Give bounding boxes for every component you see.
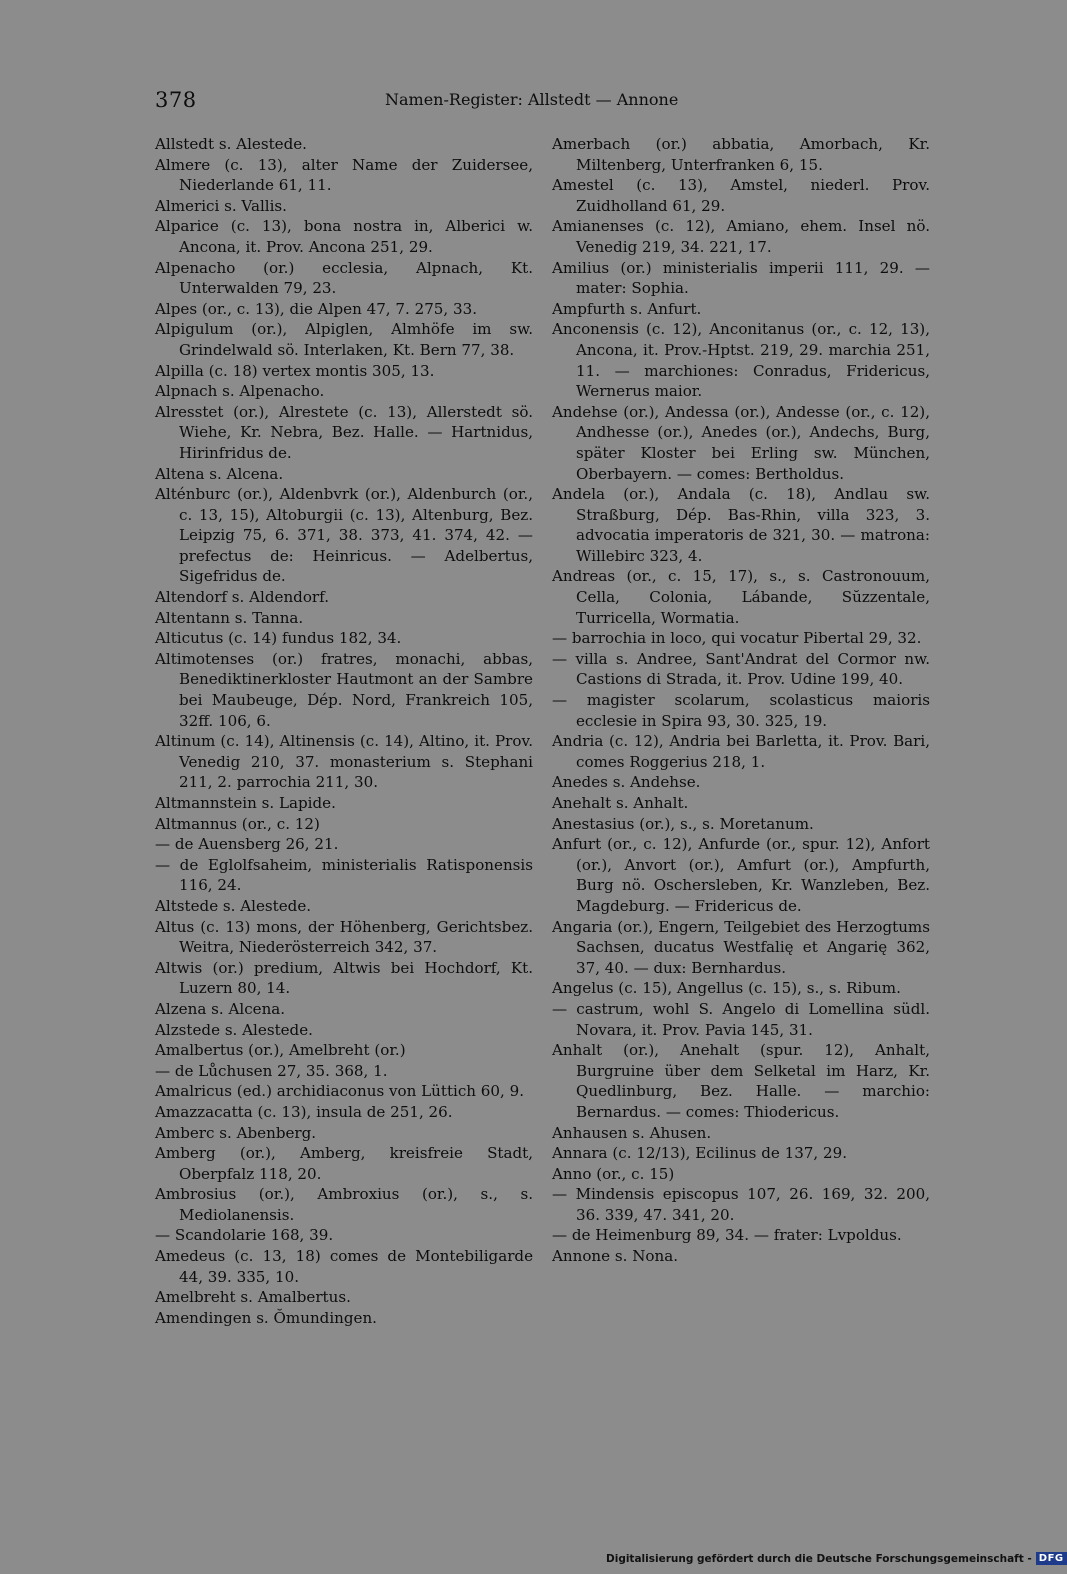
index-entry: Alpilla (c. 18) vertex montis 305, 13. bbox=[155, 361, 435, 380]
index-entry: Amberc s. Abenberg. bbox=[155, 1123, 317, 1142]
index-entry: Amberg (or.), Amberg, kreisfreie Stadt, Oberpfalz 118, 20. bbox=[155, 1144, 533, 1183]
index-entry: Allstedt s. Alestede. bbox=[155, 135, 307, 153]
index-entry: Altinum (c. 14), Altinensis (c. 14), Altino, it. Prov. Venedig 210, 37. monasterium s. Stephani 211, 2. parrochia 211, 30. bbox=[155, 732, 533, 792]
index-entry: Anconensis (c. 12), Anconitanus (or., c. 12, 13), Ancona, it. Prov.-Hptst. 219, 29. marchia 251, 11. — marchiones: Conradus, Fridericus, Wernerus maior. bbox=[552, 320, 930, 401]
page-number: 378 bbox=[155, 88, 197, 112]
index-entry: Ambrosius (or.), Ambroxius (or.), s., s. Mediolanensis. bbox=[155, 1185, 533, 1224]
index-entry: Andela (or.), Andala (c. 18), Andlau sw. Straßburg, Dép. Bas-Rhin, villa 323, 3. advocatia imperatoris de 321, 30. — matrona: Willebirc 323, 4. bbox=[552, 485, 930, 565]
index-entry: Alpes (or., c. 13), die Alpen 47, 7. 275, 33. bbox=[155, 299, 478, 318]
index-entry: — de Lůchusen 27, 35. 368, 1. bbox=[155, 1061, 388, 1080]
index-entry: Amedeus (c. 13, 18) comes de Montebiligarde 44, 39. 335, 10. bbox=[155, 1247, 533, 1286]
index-entry: Amelbreht s. Amalbertus. bbox=[155, 1288, 351, 1307]
index-entry: Altus (c. 13) mons, der Höhenberg, Gerichtsbez. Weitra, Niederösterreich 342, 37. bbox=[155, 917, 533, 957]
index-entry: Amerbach (or.) abbatia, Amorbach, Kr. Miltenberg, Unterfranken 6, 15. bbox=[552, 135, 930, 174]
index-entry: Anhausen s. Ahusen. bbox=[552, 1123, 712, 1142]
index-entry: — magister scolarum, scolasticus maioris ecclesie in Spira 93, 30. 325, 19. bbox=[552, 691, 930, 730]
index-entry: Andreas (or., c. 15, 17), s., s. Castronouum, Cella, Colonia, Lábande, Sŭzzentale, Turricella, Wormatia. bbox=[552, 567, 930, 627]
index-entry: — Mindensis episcopus 107, 26. 169, 32. 200, 36. 339, 47. 341, 20. bbox=[552, 1185, 930, 1224]
index-entry: Anno (or., c. 15) bbox=[552, 1164, 675, 1183]
index-entry: — de Auensberg 26, 21. bbox=[155, 835, 339, 854]
index-entry: Amalbertus (or.), Amelbreht (or.) bbox=[155, 1041, 406, 1060]
index-entry: Alténburc (or.), Aldenbvrk (or.), Aldenburch (or., c. 13, 15), Altoburgii (c. 13), Altenburg, Bez. Leipzig 75, 6. 371, 38. 373, 41. 374, 42. — prefectus de: Heinricus. — Adelbertus, Sigefridus de. bbox=[155, 485, 533, 586]
index-entry: Alticutus (c. 14) fundus 182, 34. bbox=[155, 629, 402, 648]
index-entry: Alparice (c. 13), bona nostra in, Alberici w. Ancona, it. Prov. Ancona 251, 29. bbox=[155, 217, 533, 256]
index-entry: Altstede s. Alestede. bbox=[155, 896, 312, 915]
index-entry: Amazzacatta (c. 13), insula de 251, 26. bbox=[155, 1102, 453, 1121]
index-entry: Alpenacho (or.) ecclesia, Alpnach, Kt. Unterwalden 79, 23. bbox=[155, 258, 533, 298]
index-entry: Anestasius (or.), s., s. Moretanum. bbox=[552, 814, 814, 833]
index-entry: Altmannus (or., c. 12) bbox=[155, 814, 320, 833]
index-entry: Andria (c. 12), Andria bei Barletta, it. Prov. Bari, comes Roggerius 218, 1. bbox=[552, 732, 930, 771]
index-entry: Altimotenses (or.) fratres, monachi, abbas, Benediktinerkloster Hautmont an der Sambre bei Maubeuge, Dép. Nord, Frankreich 105, 32ff. 106, 6. bbox=[155, 649, 533, 730]
index-entry: Anfurt (or., c. 12), Anfurde (or., spur. 12), Anfort (or.), Anvort (or.), Amfurt (or.), Ampfurth, Burg nö. Oschersleben, Kr. Wanzleben, Bez. Magdeburg. — Fridericus de. bbox=[552, 835, 930, 915]
index-entry: Angaria (or.), Engern, Teilgebiet des Herzogtums Sachsen, ducatus Westfalię et Angarię 362, 37, 40. — dux: Bernhardus. bbox=[552, 917, 930, 977]
index-entry: — de Heimenburg 89, 34. — frater: Lvpoldus. bbox=[552, 1226, 902, 1245]
index-entry: Altena s. Alcena. bbox=[155, 464, 284, 483]
index-entry: — castrum, wohl S. Angelo di Lomellina südl. Novara, it. Prov. Pavia 145, 31. bbox=[552, 999, 930, 1039]
index-entry: Amalricus (ed.) archidiaconus von Lüttich 60, 9. bbox=[155, 1082, 525, 1101]
index-entry: — barrochia in loco, qui vocatur Pibertal 29, 32. bbox=[552, 629, 922, 648]
index-entry: Annara (c. 12/13), Ecilinus de 137, 29. bbox=[552, 1144, 848, 1163]
dfg-logo: DFG bbox=[1036, 1552, 1067, 1565]
index-entry: — Scandolarie 168, 39. bbox=[155, 1226, 334, 1245]
index-entry: Alpnach s. Alpenacho. bbox=[155, 382, 325, 401]
index-entry: Andehse (or.), Andessa (or.), Andesse (or., c. 12), Andhesse (or.), Anedes (or.), Andechs, Burg, später Kloster bei Erling sw. München, Oberbayern. — comes: Bertholdus. bbox=[552, 402, 930, 483]
index-entry: Altwis (or.) predium, Altwis bei Hochdorf, Kt. Luzern 80, 14. bbox=[155, 958, 533, 998]
index-entry: — villa s. Andree, Sant'Andrat del Cormor nw. Castions di Strada, it. Prov. Udine 199, 40. bbox=[552, 649, 930, 689]
index-entry: — de Eglolfsaheim, ministerialis Ratisponensis 116, 24. bbox=[155, 855, 533, 895]
index-entry: Altmannstein s. Lapide. bbox=[155, 794, 336, 812]
index-entry: Annone s. Nona. bbox=[552, 1247, 679, 1266]
index-entry: Alresstet (or.), Alrestete (c. 13), Allerstedt sö. Wiehe, Kr. Nebra, Bez. Halle. — Hartnidus, Hirinfridus de. bbox=[155, 402, 533, 462]
index-entry: Alzstede s. Alestede. bbox=[155, 1020, 313, 1039]
index-entry: Amendingen s. Ŏmundingen. bbox=[155, 1308, 377, 1327]
left-column bbox=[155, 134, 533, 1328]
running-head: Namen-Register: Allstedt — Annone bbox=[385, 90, 679, 109]
right-column bbox=[552, 134, 930, 1267]
index-entry: Amestel (c. 13), Amstel, niederl. Prov. Zuidholland 61, 29. bbox=[552, 176, 930, 215]
index-entry: Almerici s. Vallis. bbox=[155, 196, 287, 215]
index-entry: Alzena s. Alcena. bbox=[155, 999, 286, 1018]
funding-footer bbox=[606, 1552, 1067, 1565]
index-entry: Anedes s. Andehse. bbox=[552, 773, 701, 792]
index-entry: Altendorf s. Aldendorf. bbox=[155, 588, 329, 607]
index-entry: Almere (c. 13), alter Name der Zuidersee, Niederlande 61, 11. bbox=[155, 155, 533, 195]
index-entry: Alpigulum (or.), Alpiglen, Almhöfe im sw. Grindelwald sö. Interlaken, Kt. Bern 77, 38. bbox=[155, 320, 533, 359]
index-entry: Anehalt s. Anhalt. bbox=[552, 794, 689, 812]
index-entry: Amianenses (c. 12), Amiano, ehem. Insel nö. Venedig 219, 34. 221, 17. bbox=[552, 217, 930, 256]
index-entry: Ampfurth s. Anfurt. bbox=[552, 299, 702, 318]
index-entry: Amilius (or.) ministerialis imperii 111, 29. — mater: Sophia. bbox=[552, 258, 930, 298]
index-entry: Anhalt (or.), Anehalt (spur. 12), Anhalt, Burgruine über dem Selketal im Harz, Kr. Quedlinburg, Bez. Halle. — marchio: Bernardus. — comes: Thiodericus. bbox=[552, 1041, 930, 1121]
index-entry: Altentann s. Tanna. bbox=[155, 608, 304, 627]
index-entry: Angelus (c. 15), Angellus (c. 15), s., s. Ribum. bbox=[552, 979, 901, 998]
funding-note: Digitalisierung gefördert durch die Deutsche Forschungsgemeinschaft - bbox=[606, 1552, 1032, 1565]
